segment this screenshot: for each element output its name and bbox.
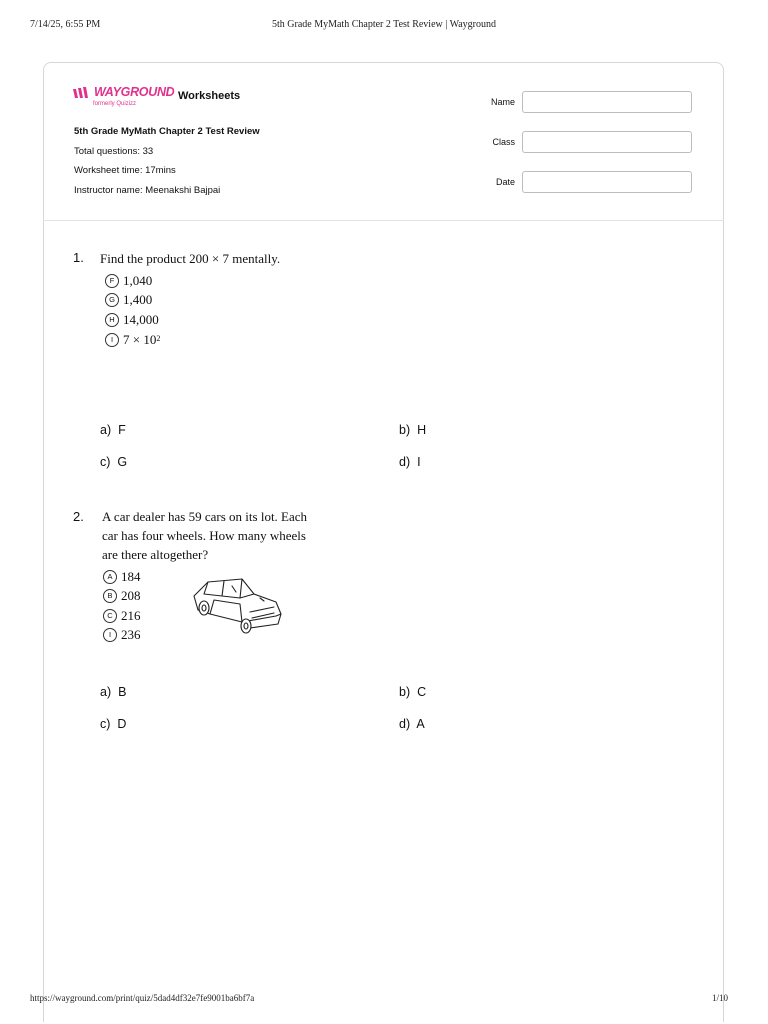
- question-text-line: are there altogether?: [102, 547, 209, 562]
- option-text: 184: [121, 569, 141, 584]
- question-number: 1.: [73, 250, 84, 265]
- image-option: [105, 291, 152, 309]
- image-option: [103, 607, 141, 625]
- answer-label: b): [399, 685, 411, 699]
- name-field[interactable]: [522, 91, 692, 113]
- option-text: 216: [121, 608, 141, 623]
- print-url: https://wayground.com/print/quiz/5dad4df32e7fe9001ba6bf7a: [30, 993, 255, 1003]
- question-text-line: A car dealer has 59 cars on its lot. Each: [102, 509, 308, 524]
- class-label: Class: [492, 137, 515, 147]
- answer-choice-d[interactable]: [399, 717, 425, 731]
- option-letter-circle: I: [105, 333, 119, 347]
- answer-label: a): [100, 423, 112, 437]
- question-number: 2.: [73, 509, 84, 524]
- logo-mark-icon: [73, 87, 93, 99]
- answer-choice-d[interactable]: [399, 455, 421, 469]
- question-text-line: car has four wheels. How many wheels: [102, 528, 306, 543]
- option-text: 7 × 10: [123, 332, 157, 347]
- option-letter-circle: B: [103, 589, 117, 603]
- answer-label: c): [100, 717, 111, 731]
- answer-value: C: [417, 685, 427, 699]
- image-option: [105, 331, 160, 349]
- section-title: Worksheets: [178, 90, 241, 102]
- logo-subtitle: formerly Quizizz: [93, 101, 137, 107]
- option-text: 1,040: [123, 273, 153, 288]
- print-datetime: 7/14/25, 6:55 PM: [30, 19, 101, 30]
- option-letter-circle: G: [105, 293, 119, 307]
- option-text: 14,000: [123, 312, 159, 327]
- image-option: [103, 626, 141, 644]
- image-option: [105, 272, 152, 290]
- print-page-number: 1/10: [712, 993, 729, 1003]
- answer-choice-b[interactable]: [399, 423, 426, 437]
- answer-choice-b[interactable]: [399, 685, 426, 699]
- answer-value: B: [118, 685, 127, 699]
- image-option: [103, 568, 141, 586]
- instructor-name: Instructor name: Meenakshi Bajpai: [74, 185, 221, 196]
- answer-label: c): [100, 455, 111, 469]
- option-letter-circle: C: [103, 609, 117, 623]
- car-icon: [190, 574, 285, 636]
- answer-value: H: [417, 423, 427, 437]
- option-letter-circle: I: [103, 628, 117, 642]
- question-text-line: Find the product 200 × 7 mentally.: [100, 251, 281, 266]
- option-letter-circle: F: [105, 274, 119, 288]
- option-letter-circle: H: [105, 313, 119, 327]
- total-questions: Total questions: 33: [74, 146, 154, 157]
- name-label: Name: [490, 97, 515, 107]
- header-divider: [43, 220, 724, 221]
- option-text: 1,400: [123, 292, 153, 307]
- print-page-title: 5th Grade MyMath Chapter 2 Test Review | Wayground: [272, 19, 496, 30]
- image-option: [103, 587, 141, 605]
- answer-choice-a[interactable]: [100, 423, 126, 437]
- class-field[interactable]: [522, 131, 692, 153]
- answer-label: d): [399, 717, 411, 731]
- worksheet-title: 5th Grade MyMath Chapter 2 Test Review: [74, 126, 260, 137]
- answer-value: G: [117, 455, 128, 469]
- answer-choice-c[interactable]: [100, 717, 126, 731]
- answer-value: A: [416, 717, 425, 731]
- answer-value: F: [118, 423, 126, 437]
- answer-label: a): [100, 685, 112, 699]
- answer-choice-c[interactable]: [100, 455, 127, 469]
- worksheet-time: Worksheet time: 17mins: [74, 165, 176, 176]
- answer-choice-a[interactable]: [100, 685, 126, 699]
- answer-value: I: [417, 455, 421, 469]
- option-text: 208: [121, 588, 141, 603]
- logo-wordmark: WAYGROUND: [94, 85, 175, 99]
- answer-label: b): [399, 423, 411, 437]
- option-letter-circle: A: [103, 570, 117, 584]
- image-option: [105, 311, 159, 329]
- date-field[interactable]: [522, 171, 692, 193]
- option-text: 236: [121, 627, 141, 642]
- answer-value: D: [117, 717, 127, 731]
- answer-label: d): [399, 455, 411, 469]
- date-label: Date: [495, 177, 515, 187]
- option-exponent: 2: [156, 333, 161, 343]
